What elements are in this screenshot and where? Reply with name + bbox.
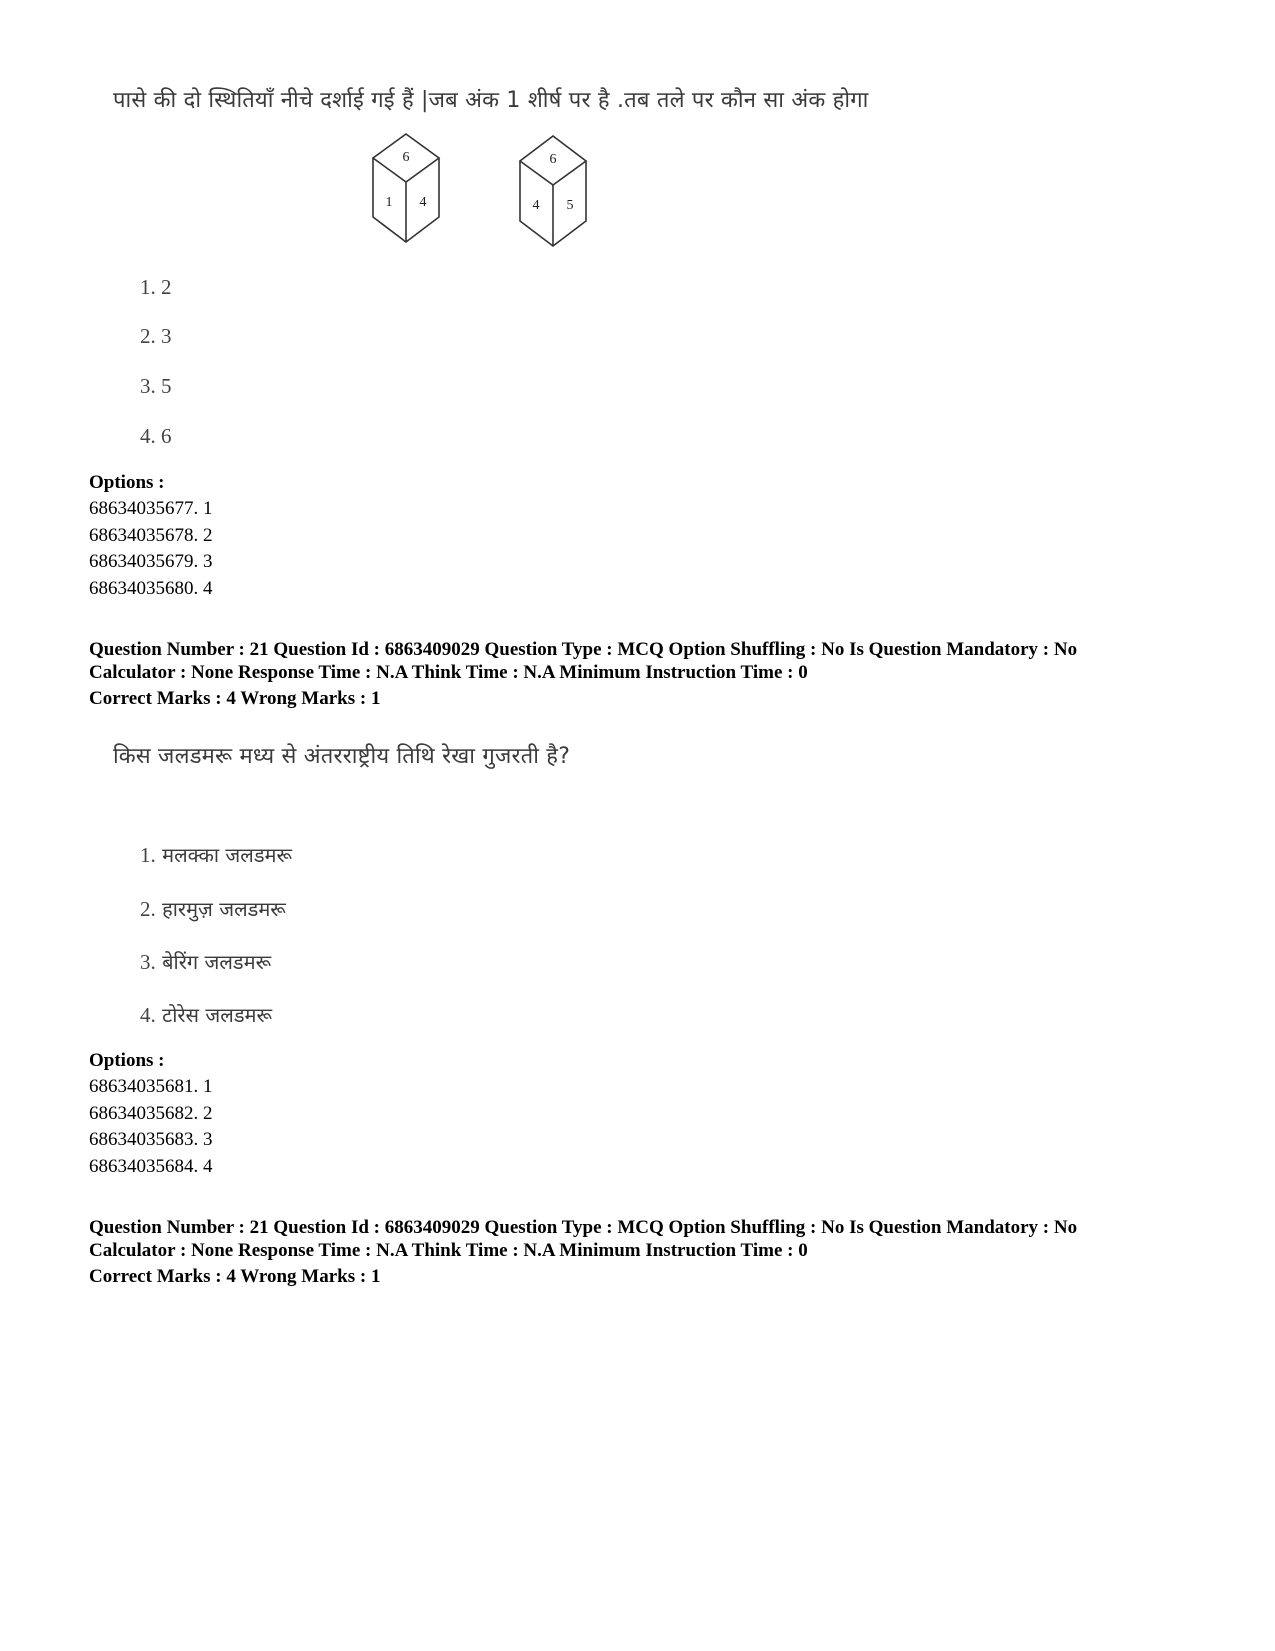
q1-choice-2: 2. 3 [140,324,172,348]
q2-choice-1: 1. मलक्का जलडमरू [140,843,293,867]
q1-option-1: 68634035677. 1 [89,498,213,519]
die-1 [373,134,439,242]
question-2-text: किस जलडमरू मध्य से अंतरराष्ट्रीय तिथि रेखा गुजरती है? [113,744,571,769]
q1-options-label: Options : [89,472,165,493]
die-1-top-face: 6 [402,150,410,165]
question-meta-1 [89,638,1239,710]
q2-option-3: 68634035683. 3 [89,1129,213,1150]
die-1-right-face: 4 [419,195,427,210]
q2-options-label: Options : [89,1050,165,1071]
dice-figure [360,130,600,255]
q1-choice-3: 3. 5 [140,374,172,398]
meta-1-line-2: Calculator : None Response Time : N.A Think Time : N.A Minimum Instruction Time : 0 [89,662,808,683]
die-2-right-face: 5 [566,198,574,213]
q2-option-1: 68634035681. 1 [89,1076,213,1097]
meta-2-line-1: Question Number : 21 Question Id : 6863409029 Question Type : MCQ Option Shuffling : No Is Question Mandatory : No [89,1217,1078,1238]
q1-option-3: 68634035679. 3 [89,551,213,572]
die-1-left-face: 1 [385,195,393,210]
meta-2-line-2: Calculator : None Response Time : N.A Think Time : N.A Minimum Instruction Time : 0 [89,1240,808,1261]
q2-choice-3: 3. बेरिंग जलडमरू [140,950,272,974]
q1-choice-1: 1. 2 [140,275,172,299]
q2-choice-4: 4. टोरेस जलडमरू [140,1003,273,1027]
question-1-text: पासे की दो स्थितियाँ नीचे दर्शाई गई हैं |जब अंक 1 शीर्ष पर है .तब तले पर कौन सा अंक होगा [113,88,869,113]
q2-option-2: 68634035682. 2 [89,1103,213,1124]
q1-choice-4: 4. 6 [140,424,172,448]
meta-1-line-3: Correct Marks : 4 Wrong Marks : 1 [89,688,381,709]
meta-1-line-1: Question Number : 21 Question Id : 6863409029 Question Type : MCQ Option Shuffling : No Is Question Mandatory : No [89,639,1078,660]
meta-2-line-3: Correct Marks : 4 Wrong Marks : 1 [89,1266,381,1287]
die-2 [520,136,586,246]
die-2-left-face: 4 [532,198,540,213]
question-meta-2 [89,1216,1239,1288]
q2-option-4: 68634035684. 4 [89,1156,213,1177]
q2-choice-2: 2. हारमुज़ जलडमरू [140,897,286,921]
q1-option-4: 68634035680. 4 [89,578,213,599]
die-2-top-face: 6 [549,152,557,167]
q1-option-2: 68634035678. 2 [89,525,213,546]
